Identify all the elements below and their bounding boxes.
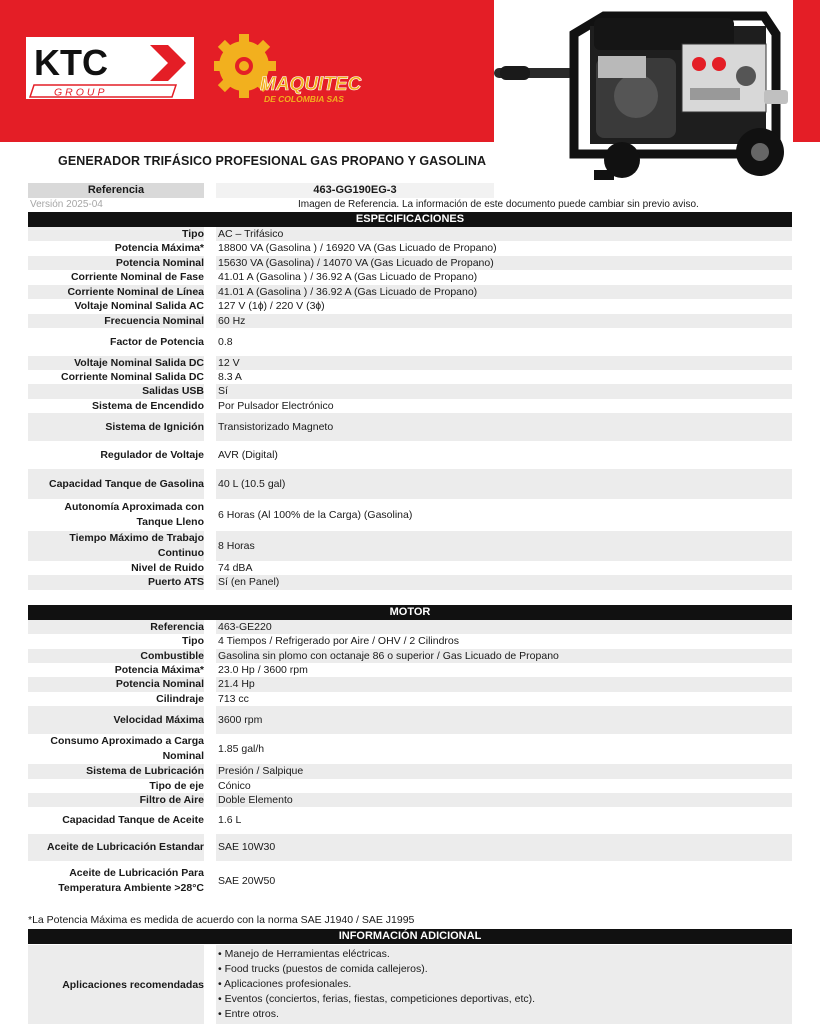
row-value: 41.01 A (Gasolina ) / 36.92 A (Gas Licuado de Propano): [216, 285, 792, 299]
table-row: [28, 441, 792, 469]
row-label: Potencia Máxima*: [114, 663, 204, 676]
row-label: Velocidad Máxima: [28, 706, 204, 734]
table-row: [28, 779, 792, 793]
row-value: 23.0 Hp / 3600 rpm: [218, 663, 308, 676]
table-row: [28, 384, 792, 399]
row-value: Por Pulsador Electrónico: [218, 399, 334, 412]
row-label: Autonomía Aproximada con Tanque Lleno: [64, 501, 204, 528]
row-value: 0.8: [218, 335, 233, 348]
applications-row: [28, 945, 792, 1024]
table-row: [28, 861, 792, 901]
row-value: 1.6 L: [218, 814, 242, 826]
table-row: [28, 285, 792, 299]
footnote: *La Potencia Máxima es medida de acuerdo con la norma SAE J1940 / SAE J1995: [28, 914, 415, 926]
header-red-strip: [793, 0, 820, 142]
svg-text:DE COLOMBIA SAS: DE COLOMBIA SAS: [264, 94, 344, 104]
row-label: Potencia Máxima*: [114, 242, 204, 254]
row-label: Corriente Nominal de Fase: [70, 271, 204, 283]
ktc-group-logo: [26, 37, 194, 99]
row-value: 127 V (1ɸ) / 220 V (3ɸ): [218, 300, 325, 312]
row-value: 463-GE220: [216, 620, 792, 634]
row-label: Regulador de Voltaje: [100, 448, 204, 461]
section-header-motor: MOTOR: [28, 605, 792, 620]
table-row: [28, 575, 792, 590]
list-item: • Entre otros.: [218, 1008, 279, 1020]
row-value: AVR (Digital): [218, 448, 278, 461]
row-label: Potencia Nominal: [28, 256, 204, 270]
row-value: 15630 VA (Gasolina) / 14070 VA (Gas Licuado de Propano): [216, 256, 792, 270]
row-label: Tipo: [182, 635, 204, 647]
row-label: Nivel de Ruido: [131, 561, 204, 574]
section-header-additional: INFORMACIÓN ADICIONAL: [28, 929, 792, 944]
table-row: [28, 677, 792, 692]
table-row: [28, 649, 792, 663]
row-label: Aceite de Lubricación Para Temperatura Ambiente >28°C: [58, 867, 204, 894]
row-value: Doble Elemento: [216, 793, 792, 807]
row-label: Voltaje Nominal Salida DC: [28, 356, 204, 370]
row-value: SAE 10W30: [216, 834, 792, 861]
row-label: Filtro de Aire: [28, 793, 204, 807]
reference-note: Imagen de Referencia. La información de este documento puede cambiar sin previo aviso.: [298, 199, 699, 210]
row-label: Sistema de Encendido: [91, 399, 204, 412]
svg-text:MAQUITEC: MAQUITEC: [260, 74, 362, 95]
table-row: [28, 227, 792, 241]
row-value: 21.4 Hp: [216, 677, 792, 692]
row-value: 8 Horas: [216, 531, 792, 561]
table-row: [28, 620, 792, 634]
list-item: • Manejo de Herramientas eléctricas.: [218, 948, 390, 960]
applications-list: [216, 945, 792, 1024]
row-value: Cónico: [218, 779, 251, 792]
row-value: 6 Horas (Al 100% de la Carga) (Gasolina): [218, 508, 413, 521]
row-label: Referencia: [28, 620, 204, 634]
maquitec-logo: [214, 32, 394, 108]
table-row: [28, 469, 792, 499]
svg-text:GROUP: GROUP: [54, 86, 108, 99]
document-title: GENERADOR TRIFÁSICO PROFESIONAL GAS PROPANO Y GASOLINA: [58, 154, 487, 168]
table-row: [28, 663, 792, 677]
row-label: Consumo Aproximado a Carga Nominal: [50, 735, 204, 762]
row-value: 18800 VA (Gasolina ) / 16920 VA (Gas Licuado de Propano): [218, 242, 497, 254]
reference-value: 463-GG190EG-3: [216, 183, 494, 198]
reference-label: Referencia: [28, 183, 204, 198]
row-label: Aceite de Lubricación Estandar: [28, 834, 204, 861]
row-label: Frecuencia Nominal: [28, 314, 204, 328]
section-header-specs: ESPECIFICACIONES: [28, 212, 792, 227]
row-label: Salidas USB: [28, 384, 204, 399]
generator-product-image: [494, 4, 790, 200]
list-item: • Eventos (conciertos, ferias, fiestas, competiciones deportivas, etc).: [218, 993, 536, 1005]
row-label: Sistema de Lubricación: [28, 764, 204, 779]
table-row: [28, 299, 792, 314]
row-value: 4 Tiempos / Refrigerado por Aire / OHV / 2 Cilindros: [218, 635, 460, 647]
header-banner: [0, 0, 820, 142]
row-label: Tiempo Máximo de Trabajo Continuo: [28, 531, 204, 561]
row-value: 3600 rpm: [216, 706, 792, 734]
row-value: 41.01 A (Gasolina ) / 36.92 A (Gas Licuado de Propano): [218, 271, 478, 283]
row-value: 40 L (10.5 gal): [216, 469, 792, 499]
row-label: Capacidad Tanque de Aceite: [62, 814, 204, 826]
table-row: [28, 413, 792, 441]
list-item: • Food trucks (puestos de comida callejeros).: [218, 963, 428, 975]
row-label: Voltaje Nominal Salida AC: [74, 300, 204, 312]
table-row: [28, 734, 792, 764]
row-label: Puerto ATS: [28, 575, 204, 590]
row-value: 74 dBA: [218, 561, 253, 574]
table-row: [28, 499, 792, 531]
row-value: SAE 20W50: [218, 874, 276, 887]
row-label: Cilindraje: [156, 692, 204, 705]
applications-label: Aplicaciones recomendadas: [28, 945, 204, 1024]
table-row: [28, 834, 792, 861]
row-value: 713 cc: [218, 692, 249, 705]
table-row: [28, 531, 792, 561]
table-row: [28, 764, 792, 779]
row-label: Tipo de eje: [149, 779, 204, 792]
row-label: Corriente Nominal Salida DC: [61, 370, 204, 383]
table-row: [28, 706, 792, 734]
row-value: 12 V: [216, 356, 792, 370]
table-row: [28, 328, 792, 356]
table-row: [28, 241, 792, 256]
table-row: [28, 807, 792, 834]
row-value: Presión / Salpique: [216, 764, 792, 779]
table-row: [28, 356, 792, 370]
table-row: [28, 370, 792, 384]
table-row: [28, 314, 792, 328]
table-row: [28, 793, 792, 807]
row-value: 1.85 gal/h: [218, 742, 265, 755]
table-row: [28, 399, 792, 413]
table-row: [28, 256, 792, 270]
row-value: Sí: [216, 384, 792, 399]
row-value: Sí (en Panel): [216, 575, 792, 590]
table-row: [28, 561, 792, 575]
row-label: Potencia Nominal: [28, 677, 204, 692]
list-item: • Aplicaciones profesionales.: [218, 978, 352, 990]
row-label: Combustible: [28, 649, 204, 663]
row-label: Factor de Potencia: [110, 335, 204, 348]
row-value: Gasolina sin plomo con octanaje 86 o superior / Gas Licuado de Propano: [216, 649, 792, 663]
table-row: [28, 634, 792, 649]
row-label: Capacidad Tanque de Gasolina: [28, 469, 204, 499]
row-label: Corriente Nominal de Línea: [28, 285, 204, 299]
version-label: Versión 2025-04: [30, 199, 103, 210]
row-value: Transistorizado Magneto: [216, 413, 792, 441]
row-value: AC – Trifásico: [216, 227, 792, 241]
row-label: Tipo: [28, 227, 204, 241]
row-value: 60 Hz: [216, 314, 792, 328]
table-row: [28, 692, 792, 706]
table-row: [28, 270, 792, 285]
row-value: 8.3 A: [218, 370, 242, 383]
table-row-empty: [28, 590, 792, 604]
svg-text:KTC: KTC: [34, 42, 108, 83]
row-label: Sistema de Ignición: [28, 413, 204, 441]
